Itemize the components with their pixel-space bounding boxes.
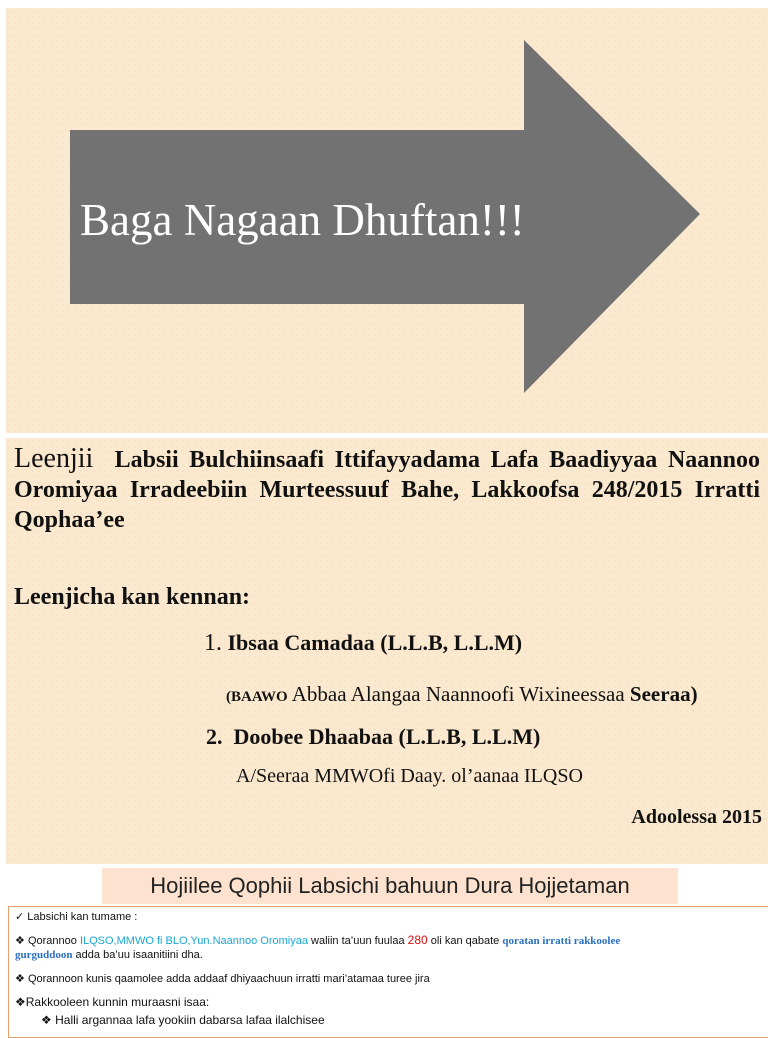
presenter-2-number: 2.	[206, 724, 223, 749]
line-1-text: Labsichi kan tumame :	[27, 911, 138, 923]
training-title	[14, 444, 760, 535]
diamond-bullet-icon: ❖	[15, 973, 25, 985]
presenter-1-aff-text: Abbaa Alangaa Naannoofi Wixineessaa	[291, 682, 625, 706]
presenter-2-affiliation: A/Seeraa MMWOfi Daay. ol’aanaa ILQSO	[236, 765, 583, 787]
presenter-2-name: Doobee Dhaabaa (L.L.B, L.L.M)	[233, 724, 541, 749]
welcome-text: Baga Nagaan Dhuftan!!!	[80, 195, 525, 245]
bullet-line-2	[15, 933, 620, 947]
title-first-word: Leenjii	[14, 443, 94, 474]
bullet-line-3	[15, 972, 430, 985]
line-2-highlight: qoratan irratti rakkoolee	[502, 935, 621, 947]
line-2-pages: 280	[407, 933, 428, 947]
line-2-h: adda ba’uu isaanitiini dha.	[75, 949, 203, 961]
bullet-line-1	[15, 910, 137, 923]
welcome-slide	[6, 8, 768, 433]
presenter-1-aff-open: (BAAWO	[226, 689, 288, 705]
content-box	[8, 906, 768, 1038]
title-rest: Labsii Bulchiinsaafi Ittifayyadama Lafa Baadiyyaa Naannoo Oromiyaa Irradeebiin Murteessuuf Bahe, Lakkoofsa 248/2015 Irratti Qophaa’ee	[14, 447, 760, 533]
bullet-line-2-cont	[15, 949, 203, 961]
line-5-text: Halli argannaa lafa yookiin dabarsa lafaa ilalchisee	[55, 1013, 325, 1027]
slide-title: Hojiilee Qophii Labsichi bahuun Dura Hojjetaman	[102, 868, 678, 904]
line-3-text: Qorannoon kunis qaamolee adda addaaf dhiyaachuun irratti mari’atamaa turee jira	[27, 973, 430, 985]
presenter-1	[204, 630, 522, 657]
title-slide	[6, 438, 768, 864]
checkmark-icon: ✓	[15, 911, 25, 923]
presenter-1-name: Ibsaa Camadaa (L.L.B, L.L.M)	[227, 630, 523, 655]
line-2-e: oli kan qabate	[430, 935, 500, 947]
line-2-org: ILQSO,MMWO fi BLO,Yun.Naannoo Oromiyaa	[79, 935, 308, 947]
diamond-bullet-icon: ❖	[15, 995, 26, 1009]
bullet-line-4	[15, 995, 209, 1009]
date-label: Adoolessa 2015	[631, 806, 762, 828]
diamond-bullet-icon: ❖	[15, 935, 25, 947]
line-2-c: waliin ta’uun fuulaa	[311, 935, 405, 947]
presenter-1-aff-close: Seeraa)	[629, 682, 698, 706]
presenter-1-affiliation	[226, 682, 698, 707]
content-slide	[6, 868, 768, 1027]
presenter-2	[206, 724, 540, 750]
line-2-a: Qorannoo	[27, 935, 77, 947]
bullet-line-5	[41, 1013, 325, 1027]
prepared-by-label: Leenjicha kan kennan:	[14, 584, 251, 610]
presenter-1-number: 1.	[204, 630, 222, 656]
diamond-bullet-icon: ❖	[41, 1013, 52, 1027]
line-4-text: Rakkooleen kunnin muraasni isaa:	[25, 995, 210, 1009]
line-2-highlight-cont: gurguddoon	[15, 949, 73, 961]
